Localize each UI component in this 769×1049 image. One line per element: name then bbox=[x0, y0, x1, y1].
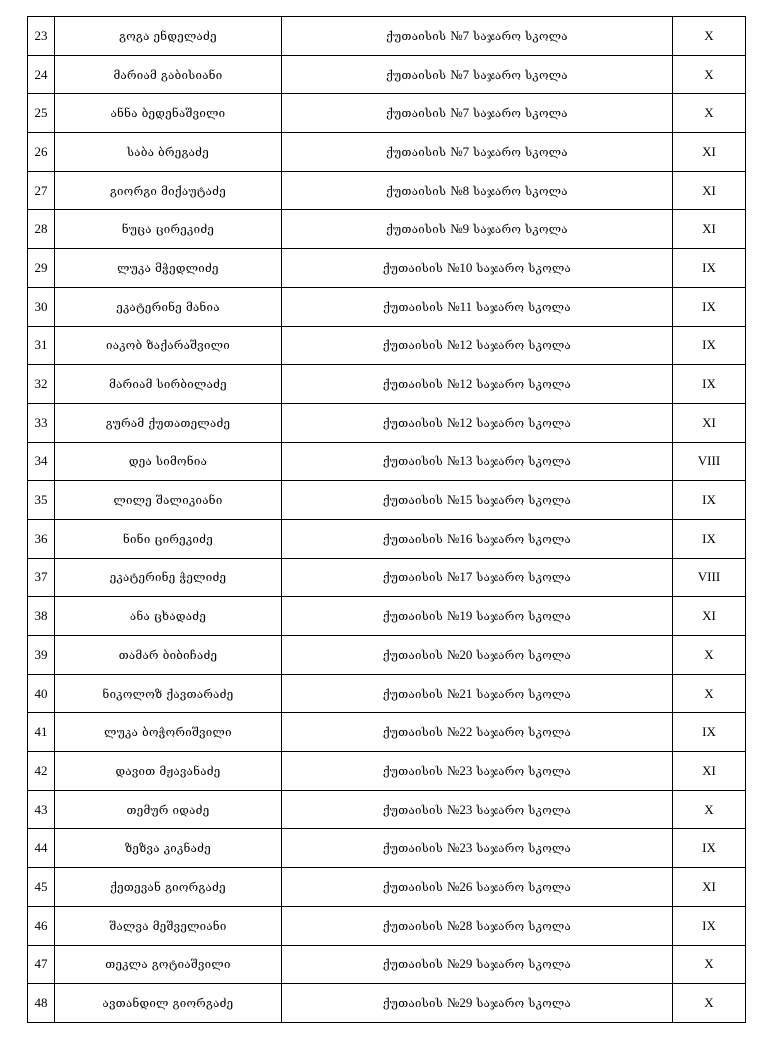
table-row bbox=[28, 752, 746, 791]
school-cell bbox=[282, 636, 673, 675]
school-city: ქუთაისის bbox=[386, 222, 447, 237]
school-city: ქუთაისის bbox=[382, 647, 444, 662]
school-number: №29 bbox=[446, 995, 473, 1011]
school-number: №9 bbox=[450, 221, 470, 237]
school-type: საჯარო სკოლა bbox=[476, 996, 572, 1011]
row-number-cell: 23 bbox=[28, 17, 55, 56]
school-cell bbox=[282, 481, 673, 520]
table-row bbox=[28, 171, 746, 210]
grade-cell: X bbox=[673, 94, 746, 133]
row-number-cell: 43 bbox=[28, 790, 55, 829]
grade-cell: IX bbox=[673, 519, 746, 558]
school-type: საჯარო სკოლა bbox=[476, 454, 572, 469]
school-cell bbox=[282, 249, 673, 288]
school-city: ქუთაისის bbox=[382, 570, 444, 585]
table-row bbox=[28, 674, 746, 713]
grade-cell: XI bbox=[673, 752, 746, 791]
school-type: საჯარო სკოლა bbox=[476, 725, 572, 740]
grade-cell: IX bbox=[673, 713, 746, 752]
school-type: საჯარო სკოლა bbox=[476, 338, 572, 353]
school-type: საჯარო სკოლა bbox=[476, 415, 572, 430]
school-type: საჯარო სკოლა bbox=[476, 647, 572, 662]
school-cell bbox=[282, 94, 673, 133]
student-name-cell: საბა ბრეგაძე bbox=[55, 133, 282, 172]
grade-cell: IX bbox=[673, 249, 746, 288]
table-row bbox=[28, 984, 746, 1023]
school-city: ქუთაისის bbox=[382, 493, 444, 508]
school-cell bbox=[282, 133, 673, 172]
school-number: №12 bbox=[446, 414, 473, 430]
school-number: №12 bbox=[446, 376, 473, 392]
student-name-cell: ლუკა მჭედლიძე bbox=[55, 249, 282, 288]
school-cell bbox=[282, 984, 673, 1023]
table-row bbox=[28, 17, 746, 56]
school-city: ქუთაისის bbox=[382, 686, 444, 701]
school-type: საჯარო სკოლა bbox=[473, 67, 568, 82]
school-number: №10 bbox=[446, 259, 473, 275]
school-type: საჯარო სკოლა bbox=[476, 299, 571, 314]
school-cell bbox=[282, 597, 673, 636]
row-number-cell: 37 bbox=[28, 558, 55, 597]
grade-cell: XI bbox=[673, 597, 746, 636]
school-cell bbox=[282, 17, 673, 56]
table-row bbox=[28, 133, 746, 172]
school-city: ქუთაისის bbox=[383, 299, 444, 314]
school-city: ქუთაისის bbox=[382, 879, 444, 894]
school-city: ქუთაისის bbox=[382, 841, 444, 856]
row-number-cell: 31 bbox=[28, 326, 55, 365]
grade-cell: XI bbox=[673, 133, 746, 172]
grade-cell: IX bbox=[673, 365, 746, 404]
school-number: №8 bbox=[450, 182, 470, 198]
student-name-cell: თეკლა გოტიაშვილი bbox=[55, 945, 282, 984]
grade-cell: IX bbox=[673, 481, 746, 520]
grade-cell: VIII bbox=[673, 442, 746, 481]
row-number-cell: 38 bbox=[28, 597, 55, 636]
school-cell bbox=[282, 287, 673, 326]
row-number-cell: 45 bbox=[28, 868, 55, 907]
table-row bbox=[28, 55, 746, 94]
school-cell bbox=[282, 829, 673, 868]
grade-cell: XI bbox=[673, 171, 746, 210]
row-number-cell: 30 bbox=[28, 287, 55, 326]
school-cell bbox=[282, 326, 673, 365]
school-type: საჯარო სკოლა bbox=[476, 841, 572, 856]
school-type: საჯარო სკოლა bbox=[476, 879, 572, 894]
participants-table bbox=[27, 16, 746, 1023]
participants-table-body bbox=[28, 17, 746, 1023]
student-name-cell: ანა ცხადაძე bbox=[55, 597, 282, 636]
school-city: ქუთაისის bbox=[382, 957, 444, 972]
school-cell bbox=[282, 906, 673, 945]
row-number-cell: 26 bbox=[28, 133, 55, 172]
school-number: №16 bbox=[446, 530, 473, 546]
row-number-cell: 34 bbox=[28, 442, 55, 481]
student-name-cell: ლილე შალიკიანი bbox=[55, 481, 282, 520]
row-number-cell: 35 bbox=[28, 481, 55, 520]
school-cell bbox=[282, 790, 673, 829]
student-name-cell: ნინი ცირეკიძე bbox=[55, 519, 282, 558]
student-name-cell: გიორგი მიქაუტაძე bbox=[55, 171, 282, 210]
grade-cell: X bbox=[673, 674, 746, 713]
table-row bbox=[28, 94, 746, 133]
school-city: ქუთაისის bbox=[382, 996, 444, 1011]
school-type: საჯარო სკოლა bbox=[473, 28, 568, 43]
grade-cell: X bbox=[673, 945, 746, 984]
table-row bbox=[28, 210, 746, 249]
table-row bbox=[28, 597, 746, 636]
student-name-cell: გურამ ქუთათელაძე bbox=[55, 403, 282, 442]
student-name-cell: დეა სიმონია bbox=[55, 442, 282, 481]
school-city: ქუთაისის bbox=[382, 725, 444, 740]
table-row bbox=[28, 790, 746, 829]
table-row bbox=[28, 287, 746, 326]
school-number: №19 bbox=[446, 608, 473, 624]
school-city: ქუთაისის bbox=[386, 106, 447, 121]
row-number-cell: 36 bbox=[28, 519, 55, 558]
school-cell bbox=[282, 442, 673, 481]
school-cell bbox=[282, 674, 673, 713]
student-name-cell: ქეთევან გიორგაძე bbox=[55, 868, 282, 907]
table-row bbox=[28, 558, 746, 597]
student-name-cell: ეკატერინე ჭელიძე bbox=[55, 558, 282, 597]
row-number-cell: 47 bbox=[28, 945, 55, 984]
grade-cell: IX bbox=[673, 287, 746, 326]
school-type: საჯარო სკოლა bbox=[473, 222, 568, 237]
grade-cell: X bbox=[673, 17, 746, 56]
school-cell bbox=[282, 945, 673, 984]
table-row bbox=[28, 636, 746, 675]
school-type: საჯარო სკოლა bbox=[473, 106, 568, 121]
school-type: საჯარო სკოლა bbox=[473, 183, 568, 198]
school-number: №20 bbox=[446, 646, 473, 662]
school-cell bbox=[282, 210, 673, 249]
school-number: №17 bbox=[446, 569, 473, 585]
school-cell bbox=[282, 55, 673, 94]
row-number-cell: 24 bbox=[28, 55, 55, 94]
grade-cell: X bbox=[673, 984, 746, 1023]
row-number-cell: 39 bbox=[28, 636, 55, 675]
grade-cell: XI bbox=[673, 868, 746, 907]
school-number: №12 bbox=[446, 337, 473, 353]
student-name-cell: ლუკა ბოჭორიშვილი bbox=[55, 713, 282, 752]
school-number: №15 bbox=[446, 492, 473, 508]
grade-cell: X bbox=[673, 55, 746, 94]
student-name-cell: თამარ ბიბიჩაძე bbox=[55, 636, 282, 675]
student-name-cell: ზეზვა კიკნაძე bbox=[55, 829, 282, 868]
student-name-cell: ანნა ბედენაშვილი bbox=[55, 94, 282, 133]
school-number: №13 bbox=[446, 453, 473, 469]
school-type: საჯარო სკოლა bbox=[476, 493, 572, 508]
student-name-cell: ავთანდილ გიორგაძე bbox=[55, 984, 282, 1023]
school-city: ქუთაისის bbox=[386, 67, 447, 82]
student-name-cell: თემურ იდაძე bbox=[55, 790, 282, 829]
school-type: საჯარო სკოლა bbox=[476, 918, 572, 933]
grade-cell: IX bbox=[673, 326, 746, 365]
row-number-cell: 33 bbox=[28, 403, 55, 442]
school-city: ქუთაისის bbox=[382, 454, 444, 469]
school-cell bbox=[282, 171, 673, 210]
school-type: საჯარო სკოლა bbox=[476, 802, 572, 817]
school-city: ქუთაისის bbox=[382, 415, 444, 430]
grade-cell: XI bbox=[673, 210, 746, 249]
table-row bbox=[28, 365, 746, 404]
table-row bbox=[28, 945, 746, 984]
school-city: ქუთაისის bbox=[382, 609, 444, 624]
school-type: საჯარო სკოლა bbox=[476, 377, 572, 392]
school-number: №28 bbox=[446, 917, 473, 933]
school-cell bbox=[282, 519, 673, 558]
school-type: საჯარო სკოლა bbox=[476, 609, 572, 624]
row-number-cell: 48 bbox=[28, 984, 55, 1023]
school-city: ქუთაისის bbox=[382, 531, 444, 546]
row-number-cell: 29 bbox=[28, 249, 55, 288]
student-name-cell: შალვა მეშველიანი bbox=[55, 906, 282, 945]
grade-cell: X bbox=[673, 636, 746, 675]
school-cell bbox=[282, 365, 673, 404]
school-city: ქუთაისის bbox=[382, 763, 444, 778]
student-name-cell: გოგა ენდელაძე bbox=[55, 17, 282, 56]
grade-cell: XI bbox=[673, 403, 746, 442]
school-city: ქუთაისის bbox=[382, 260, 444, 275]
row-number-cell: 44 bbox=[28, 829, 55, 868]
student-name-cell: ეკატერინე მანია bbox=[55, 287, 282, 326]
table-row bbox=[28, 326, 746, 365]
grade-cell: IX bbox=[673, 906, 746, 945]
table-row bbox=[28, 249, 746, 288]
school-number: №23 bbox=[446, 801, 473, 817]
row-number-cell: 32 bbox=[28, 365, 55, 404]
school-city: ქუთაისის bbox=[382, 802, 444, 817]
school-number: №23 bbox=[446, 762, 473, 778]
row-number-cell: 42 bbox=[28, 752, 55, 791]
school-number: №21 bbox=[446, 685, 473, 701]
table-row bbox=[28, 442, 746, 481]
school-type: საჯარო სკოლა bbox=[476, 686, 572, 701]
school-type: საჯარო სკოლა bbox=[476, 763, 572, 778]
school-cell bbox=[282, 752, 673, 791]
school-type: საჯარო სკოლა bbox=[476, 260, 572, 275]
school-cell bbox=[282, 558, 673, 597]
school-city: ქუთაისის bbox=[382, 918, 444, 933]
table-row bbox=[28, 868, 746, 907]
row-number-cell: 40 bbox=[28, 674, 55, 713]
table-row bbox=[28, 829, 746, 868]
school-number: №7 bbox=[450, 143, 470, 159]
student-name-cell: მარიამ გაბისიანი bbox=[55, 55, 282, 94]
row-number-cell: 41 bbox=[28, 713, 55, 752]
school-cell bbox=[282, 868, 673, 907]
school-number: №7 bbox=[450, 66, 470, 82]
row-number-cell: 25 bbox=[28, 94, 55, 133]
table-row bbox=[28, 906, 746, 945]
school-number: №26 bbox=[446, 878, 473, 894]
school-number: №7 bbox=[450, 105, 470, 121]
row-number-cell: 46 bbox=[28, 906, 55, 945]
school-cell bbox=[282, 713, 673, 752]
school-number: №11 bbox=[447, 298, 473, 314]
student-name-cell: იაკობ ზაქარაშვილი bbox=[55, 326, 282, 365]
student-name-cell: ნიკოლოზ ქავთარაძე bbox=[55, 674, 282, 713]
school-number: №29 bbox=[446, 956, 473, 972]
grade-cell: VIII bbox=[673, 558, 746, 597]
school-city: ქუთაისის bbox=[386, 183, 447, 198]
student-name-cell: ნუცა ცირეკიძე bbox=[55, 210, 282, 249]
school-city: ქუთაისის bbox=[386, 144, 447, 159]
school-cell bbox=[282, 403, 673, 442]
school-city: ქუთაისის bbox=[382, 338, 444, 353]
table-row bbox=[28, 713, 746, 752]
table-row bbox=[28, 481, 746, 520]
student-name-cell: დავით მჟავანაძე bbox=[55, 752, 282, 791]
row-number-cell: 27 bbox=[28, 171, 55, 210]
school-type: საჯარო სკოლა bbox=[473, 144, 568, 159]
grade-cell: IX bbox=[673, 829, 746, 868]
student-name-cell: მარიამ სირბილაძე bbox=[55, 365, 282, 404]
school-city: ქუთაისის bbox=[386, 28, 447, 43]
row-number-cell: 28 bbox=[28, 210, 55, 249]
school-number: №7 bbox=[450, 27, 470, 43]
school-city: ქუთაისის bbox=[382, 377, 444, 392]
school-type: საჯარო სკოლა bbox=[476, 957, 572, 972]
school-number: №22 bbox=[446, 724, 473, 740]
grade-cell: X bbox=[673, 790, 746, 829]
table-row bbox=[28, 403, 746, 442]
table-row bbox=[28, 519, 746, 558]
school-type: საჯარო სკოლა bbox=[476, 531, 572, 546]
school-type: საჯარო სკოლა bbox=[476, 570, 572, 585]
school-number: №23 bbox=[446, 840, 473, 856]
